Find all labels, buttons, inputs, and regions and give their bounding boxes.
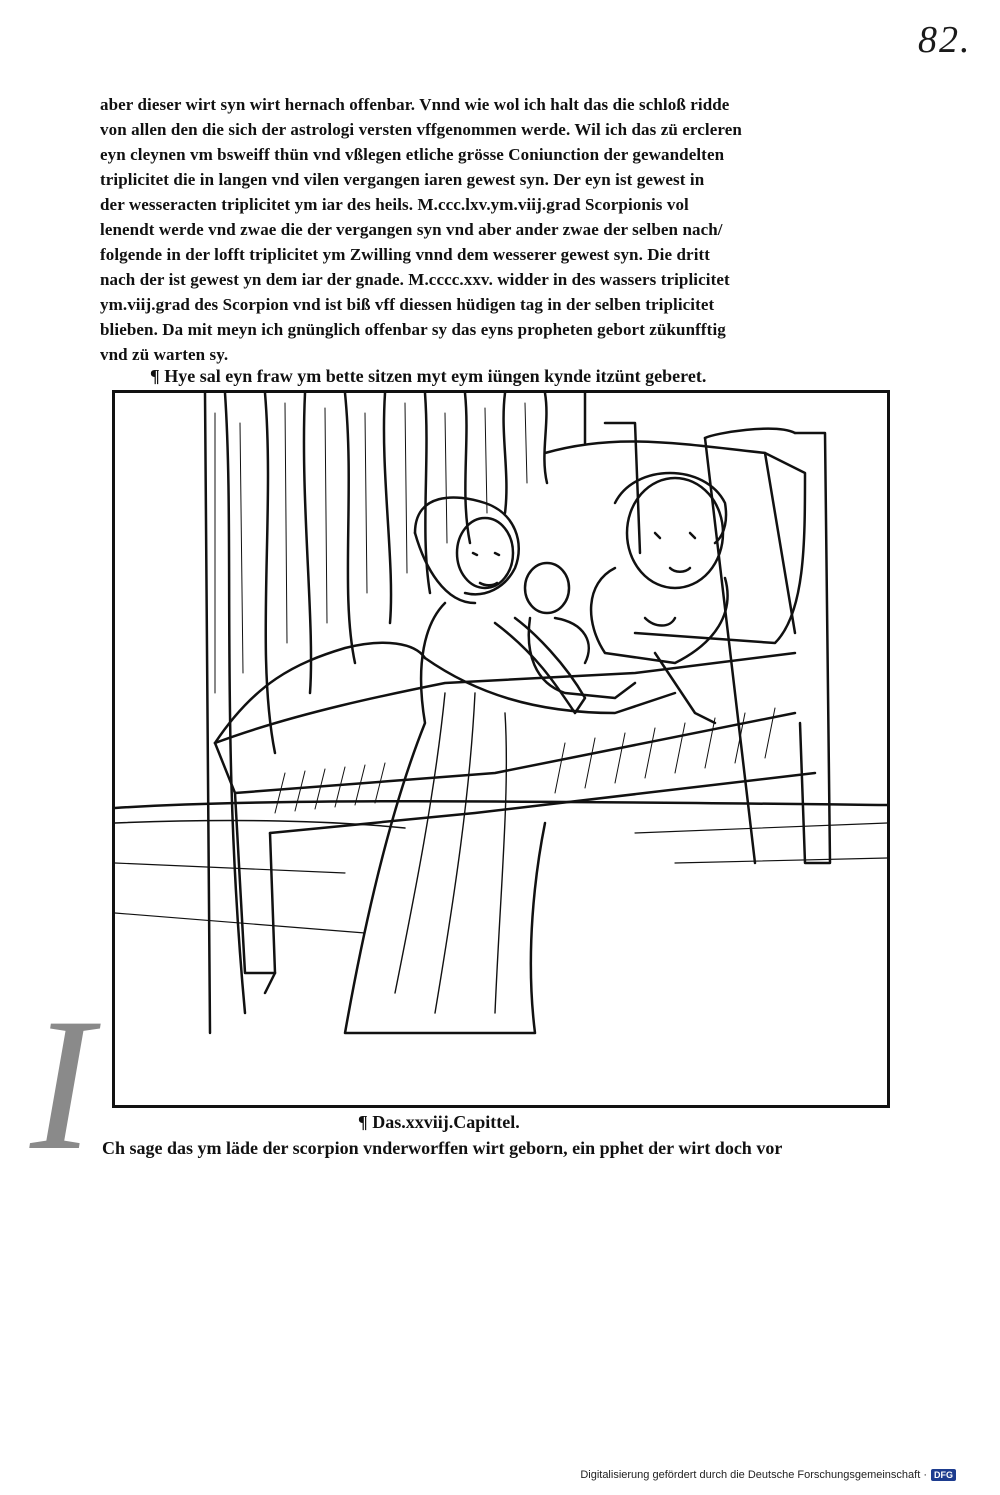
midwife-figure: [345, 497, 585, 1033]
bed-frame: [215, 423, 830, 993]
text-line: aber dieser wirt syn wirt hernach offenbar. Vnnd wie wol ich halt das die schloß ridde: [100, 95, 730, 114]
folio-number: 82.: [918, 19, 972, 61]
text-line: von allen den die sich der astrologi versten vffgenommen werde. Wil ich das zü ercleren: [100, 120, 742, 139]
infant-figure: [525, 563, 635, 698]
bed-pillow: [545, 441, 805, 643]
text-line: der wesseracten triplicitet ym iar des heils. M.ccc.lxv.ym.viij.grad Scorpionis vol: [100, 195, 689, 214]
woodcut-drawing: [115, 393, 887, 1105]
mother-figure: [591, 473, 727, 723]
text-line: triplicitet die in langen vnd vilen vergangen iaren gewest syn. Der eyn ist gewest in: [100, 170, 705, 189]
footer-credit: [580, 1469, 956, 1481]
bed-hatching: [275, 708, 775, 813]
chapter-heading: ¶ Das.xxviij.Capittel.: [358, 1112, 520, 1132]
dfg-logo: DFG: [931, 1469, 956, 1481]
curtain-drape: [205, 393, 585, 1033]
text-line: folgende in der lofft triplicitet ym Zwilling vnnd dem wesserer gewest syn. Die dritt: [100, 245, 711, 264]
text-line: vnd zü warten sy.: [100, 345, 229, 364]
text-line: blieben. Da mit meyn ich gnünglich offenbar sy das eyns propheten gebort zükunfftig: [100, 320, 726, 339]
text-line: ym.viij.grad des Scorpion vnd ist biß vff diessen hüdigen tag in der selben triplicitet: [100, 295, 715, 314]
footer-credit-text: Digitalisierung gefördert durch die Deutsche Forschungsgemeinschaft ·: [580, 1469, 927, 1481]
decorated-initial: I: [30, 980, 94, 1190]
illustration-caption: ¶ Hye sal eyn fraw ym bette sitzen myt eym iüngen kynde itzünt geberet.: [150, 366, 707, 386]
body-text: [100, 92, 900, 367]
text-line: lenendt werde vnd zwae die der vergangen syn vnd aber ander zwae der selben nach/: [100, 220, 723, 239]
text-line: eyn cleynen vm bsweiff thün vnd vßlegen etliche grösse Coniunction der gewandelten: [100, 145, 725, 164]
text-line: nach der ist gewest yn dem iar der gnade. M.cccc.xxv. widder in des wassers triplicitet: [100, 270, 730, 289]
chapter-first-line: Ch sage das ym läde der scorpion vnderworffen wirt geborn, ein pphet der wirt doch vor: [102, 1138, 783, 1158]
curtain-hatching: [215, 403, 527, 693]
woodcut-illustration: [112, 390, 890, 1108]
